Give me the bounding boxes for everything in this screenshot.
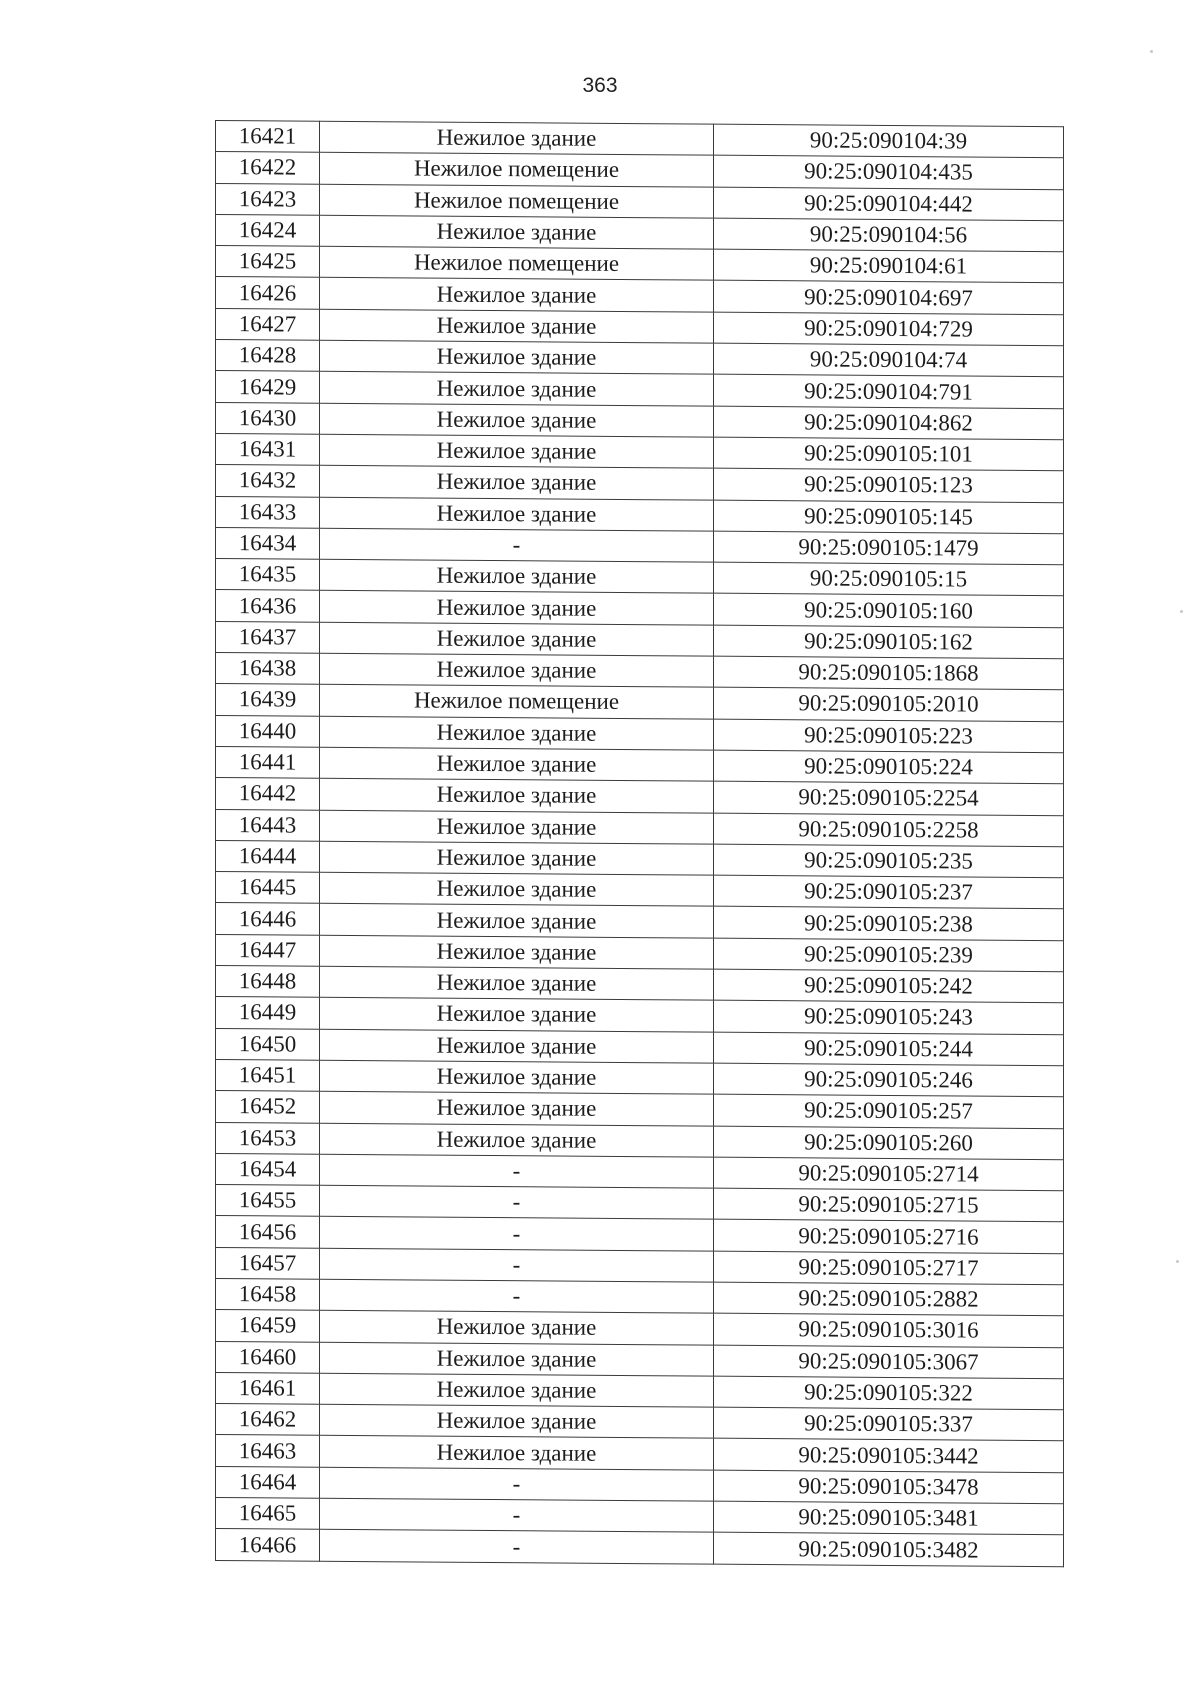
row-number-cell: 16445	[216, 872, 320, 904]
object-type-cell: Нежилое здание	[320, 559, 714, 593]
row-number-cell: 16433	[216, 496, 320, 528]
object-type-cell: -	[320, 1498, 714, 1532]
object-type-cell: Нежилое здание	[320, 904, 714, 938]
row-number-cell: 16462	[216, 1404, 320, 1436]
cadastral-number-cell: 90:25:090105:3067	[714, 1345, 1064, 1379]
cadastral-number-cell: 90:25:090105:3478	[714, 1470, 1064, 1504]
object-type-cell: Нежилое помещение	[320, 153, 714, 187]
object-type-cell: -	[320, 1279, 714, 1313]
object-type-cell: Нежилое здание	[320, 497, 714, 531]
row-number-cell: 16444	[216, 840, 320, 872]
object-type-cell: Нежилое здание	[320, 1123, 714, 1157]
object-type-cell: Нежилое здание	[320, 779, 714, 813]
object-type-cell: Нежилое здание	[320, 1311, 714, 1345]
object-type-cell: Нежилое здание	[320, 1342, 714, 1376]
cadastral-number-cell: 90:25:090105:2254	[714, 781, 1064, 815]
row-number-cell: 16458	[216, 1278, 320, 1310]
object-type-cell: Нежилое здание	[320, 966, 714, 1000]
object-type-cell: Нежилое здание	[320, 309, 714, 343]
object-type-cell: Нежилое здание	[320, 1091, 714, 1125]
object-type-cell: Нежилое здание	[320, 622, 714, 656]
cadastral-number-cell: 90:25:090105:3482	[714, 1533, 1064, 1567]
row-number-cell: 16428	[216, 340, 320, 372]
cadastral-number-cell: 90:25:090105:3016	[714, 1313, 1064, 1347]
cadastral-number-cell: 90:25:090105:257	[714, 1094, 1064, 1128]
object-type-cell: Нежилое здание	[320, 466, 714, 500]
object-type-cell: Нежилое здание	[320, 340, 714, 374]
cadastral-number-cell: 90:25:090104:74	[714, 343, 1064, 377]
row-number-cell: 16424	[216, 214, 320, 246]
row-number-cell: 16434	[216, 527, 320, 559]
row-number-cell: 16443	[216, 809, 320, 841]
row-number-cell: 16426	[216, 277, 320, 309]
cadastral-number-cell: 90:25:090104:56	[714, 218, 1064, 252]
cadastral-number-cell: 90:25:090105:2010	[714, 687, 1064, 721]
row-number-cell: 16432	[216, 465, 320, 497]
row-number-cell: 16461	[216, 1372, 320, 1404]
row-number-cell: 16431	[216, 433, 320, 465]
cadastral-number-cell: 90:25:090105:2882	[714, 1282, 1064, 1316]
object-type-cell: -	[320, 1185, 714, 1219]
row-number-cell: 16425	[216, 246, 320, 278]
cadastral-number-cell: 90:25:090105:242	[714, 969, 1064, 1003]
row-number-cell: 16441	[216, 746, 320, 778]
object-type-cell: -	[320, 1248, 714, 1282]
row-number-cell: 16437	[216, 621, 320, 653]
row-number-cell: 16454	[216, 1153, 320, 1185]
cadastral-number-cell: 90:25:090105:224	[714, 750, 1064, 784]
row-number-cell: 16464	[216, 1466, 320, 1498]
registry-table-wrapper	[215, 120, 1062, 1567]
object-type-cell: Нежилое здание	[320, 591, 714, 625]
cadastral-number-cell: 90:25:090105:237	[714, 875, 1064, 909]
row-number-cell: 16465	[216, 1498, 320, 1530]
object-type-cell: Нежилое помещение	[320, 685, 714, 719]
row-number-cell: 16449	[216, 997, 320, 1029]
row-number-cell: 16440	[216, 715, 320, 747]
row-number-cell: 16422	[216, 152, 320, 184]
object-type-cell: Нежилое здание	[320, 841, 714, 875]
scan-speck	[1176, 1260, 1179, 1263]
row-number-cell: 16457	[216, 1247, 320, 1279]
object-type-cell: Нежилое здание	[320, 403, 714, 437]
cadastral-number-cell: 90:25:090105:223	[714, 719, 1064, 753]
object-type-cell: -	[320, 1217, 714, 1251]
cadastral-number-cell: 90:25:090105:1868	[714, 656, 1064, 690]
row-number-cell: 16427	[216, 308, 320, 340]
row-number-cell: 16448	[216, 966, 320, 998]
cadastral-number-cell: 90:25:090104:435	[714, 155, 1064, 189]
object-type-cell: -	[320, 1467, 714, 1501]
row-number-cell: 16439	[216, 684, 320, 716]
row-number-cell: 16452	[216, 1091, 320, 1123]
row-number-cell: 16423	[216, 183, 320, 215]
cadastral-number-cell: 90:25:090104:697	[714, 281, 1064, 315]
cadastral-number-cell: 90:25:090105:2716	[714, 1220, 1064, 1254]
object-type-cell: -	[320, 528, 714, 562]
object-type-cell: Нежилое здание	[320, 1436, 714, 1470]
cadastral-number-cell: 90:25:090105:3442	[714, 1439, 1064, 1473]
cadastral-number-cell: 90:25:090105:15	[714, 562, 1064, 596]
cadastral-number-cell: 90:25:090105:238	[714, 907, 1064, 941]
cadastral-number-cell: 90:25:090105:337	[714, 1407, 1064, 1441]
cadastral-number-cell: 90:25:090104:61	[714, 249, 1064, 283]
cadastral-number-cell: 90:25:090105:260	[714, 1126, 1064, 1160]
cadastral-number-cell: 90:25:090104:729	[714, 312, 1064, 346]
object-type-cell: -	[320, 1530, 714, 1564]
row-number-cell: 16429	[216, 371, 320, 403]
cadastral-number-cell: 90:25:090105:244	[714, 1032, 1064, 1066]
cadastral-number-cell: 90:25:090105:160	[714, 594, 1064, 628]
cadastral-number-cell: 90:25:090105:2714	[714, 1157, 1064, 1191]
object-type-cell: Нежилое здание	[320, 1060, 714, 1094]
object-type-cell: Нежилое здание	[320, 872, 714, 906]
registry-table	[215, 120, 1064, 1567]
row-number-cell: 16446	[216, 903, 320, 935]
row-number-cell: 16466	[216, 1529, 320, 1561]
row-number-cell: 16430	[216, 402, 320, 434]
cadastral-number-cell: 90:25:090105:101	[714, 437, 1064, 471]
row-number-cell: 16435	[216, 559, 320, 591]
object-type-cell: Нежилое здание	[320, 215, 714, 249]
object-type-cell: Нежилое здание	[320, 1373, 714, 1407]
table-row	[216, 1529, 1064, 1567]
scan-speck	[1150, 50, 1153, 53]
row-number-cell: 16421	[216, 121, 320, 153]
object-type-cell: Нежилое здание	[320, 434, 714, 468]
cadastral-number-cell: 90:25:090105:145	[714, 500, 1064, 534]
cadastral-number-cell: 90:25:090105:2258	[714, 813, 1064, 847]
cadastral-number-cell: 90:25:090105:322	[714, 1376, 1064, 1410]
cadastral-number-cell: 90:25:090104:39	[714, 124, 1064, 158]
registry-table-body	[216, 121, 1064, 1567]
object-type-cell: Нежилое здание	[320, 653, 714, 687]
cadastral-number-cell: 90:25:090105:243	[714, 1000, 1064, 1034]
cadastral-number-cell: 90:25:090105:123	[714, 468, 1064, 502]
object-type-cell: Нежилое здание	[320, 935, 714, 969]
object-type-cell: Нежилое здание	[320, 372, 714, 406]
row-number-cell: 16463	[216, 1435, 320, 1467]
row-number-cell: 16442	[216, 778, 320, 810]
object-type-cell: Нежилое здание	[320, 747, 714, 781]
object-type-cell: Нежилое здание	[320, 1029, 714, 1063]
object-type-cell: Нежилое здание	[320, 810, 714, 844]
row-number-cell: 16438	[216, 653, 320, 685]
cadastral-number-cell: 90:25:090105:239	[714, 938, 1064, 972]
row-number-cell: 16436	[216, 590, 320, 622]
cadastral-number-cell: 90:25:090104:862	[714, 406, 1064, 440]
row-number-cell: 16450	[216, 1028, 320, 1060]
row-number-cell: 16453	[216, 1122, 320, 1154]
object-type-cell: Нежилое здание	[320, 998, 714, 1032]
cadastral-number-cell: 90:25:090105:246	[714, 1063, 1064, 1097]
cadastral-number-cell: 90:25:090105:3481	[714, 1501, 1064, 1535]
cadastral-number-cell: 90:25:090105:235	[714, 844, 1064, 878]
object-type-cell: Нежилое здание	[320, 121, 714, 155]
row-number-cell: 16447	[216, 934, 320, 966]
cadastral-number-cell: 90:25:090105:1479	[714, 531, 1064, 565]
page-number: 363	[582, 74, 618, 97]
row-number-cell: 16451	[216, 1059, 320, 1091]
cadastral-number-cell: 90:25:090104:791	[714, 375, 1064, 409]
cadastral-number-cell: 90:25:090104:442	[714, 187, 1064, 221]
object-type-cell: Нежилое помещение	[320, 246, 714, 280]
row-number-cell: 16460	[216, 1341, 320, 1373]
object-type-cell: Нежилое здание	[320, 716, 714, 750]
object-type-cell: -	[320, 1154, 714, 1188]
object-type-cell: Нежилое здание	[320, 1404, 714, 1438]
row-number-cell: 16455	[216, 1185, 320, 1217]
row-number-cell: 16456	[216, 1216, 320, 1248]
scan-speck	[1180, 610, 1183, 613]
cadastral-number-cell: 90:25:090105:2715	[714, 1188, 1064, 1222]
cadastral-number-cell: 90:25:090105:162	[714, 625, 1064, 659]
row-number-cell: 16459	[216, 1310, 320, 1342]
cadastral-number-cell: 90:25:090105:2717	[714, 1251, 1064, 1285]
object-type-cell: Нежилое помещение	[320, 184, 714, 218]
object-type-cell: Нежилое здание	[320, 278, 714, 312]
